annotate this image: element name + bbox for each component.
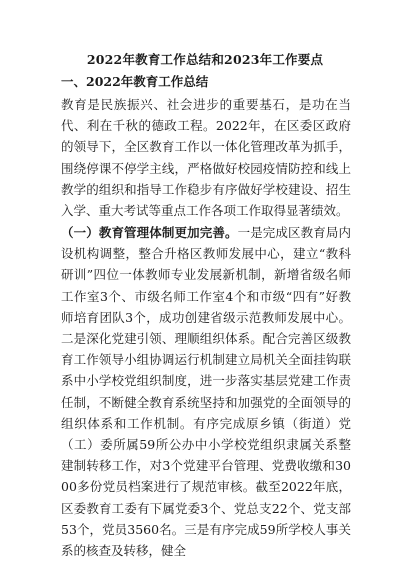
section-heading: 一、2022年教育工作总结 — [61, 74, 209, 89]
paragraph-intro — [61, 94, 351, 221]
paragraph-intro-text: 教育是民族振兴、社会进步的重要基石，是功在当代、利在千秋的德政工程。2022年，在区委区政府的领导下，全区教育工作以一体化管理改革为抓手，围绕停课不停学主线，严格做好校园疫情防控和线上教学的组织和指导工作稳步有序做好学校建设、招生入学、重大考试等重点工作各项工作取得显著绩效。 — [61, 97, 351, 219]
document-title: 2022年教育工作总结和2023年工作要点 — [86, 52, 324, 67]
paragraph-management — [61, 222, 351, 561]
paragraph-lead: （一）教育管理体制更加完善。 — [61, 225, 238, 240]
paragraph-management-text: 一是完成区教育局内设机构调整，整合升格区教师发展中心，建立“教科研训”四位一体教师专业发展新机制，新增省级名师工作室3个、市级名师工作室4个和市级“四有”好教师培育团队3个，成功创建省级示范教师发展中心。二是深化党建引领、理顺组织体系。配合完善区级教育工作领导小组协调运行机制建立局机关全面挂钩联系中小学校党组织制度，进一步落实基层党建工作责任制，不断健全教育系统坚持和加强党的全面领导的组织体系和工作机制。有序完成原乡镇（街道）党（工）委所属59所公办中小学校党组织隶属关系整建制转移工作，对3个党建平台管理、党费收缴和3000多份党员档案进行了规范审核。截至2022年底，区委教育工委有下属党委3个、党总支22个、党支部53个，党员3560名。三是有序完成59所学校人事关系的核查及转移，健全 — [61, 225, 351, 559]
